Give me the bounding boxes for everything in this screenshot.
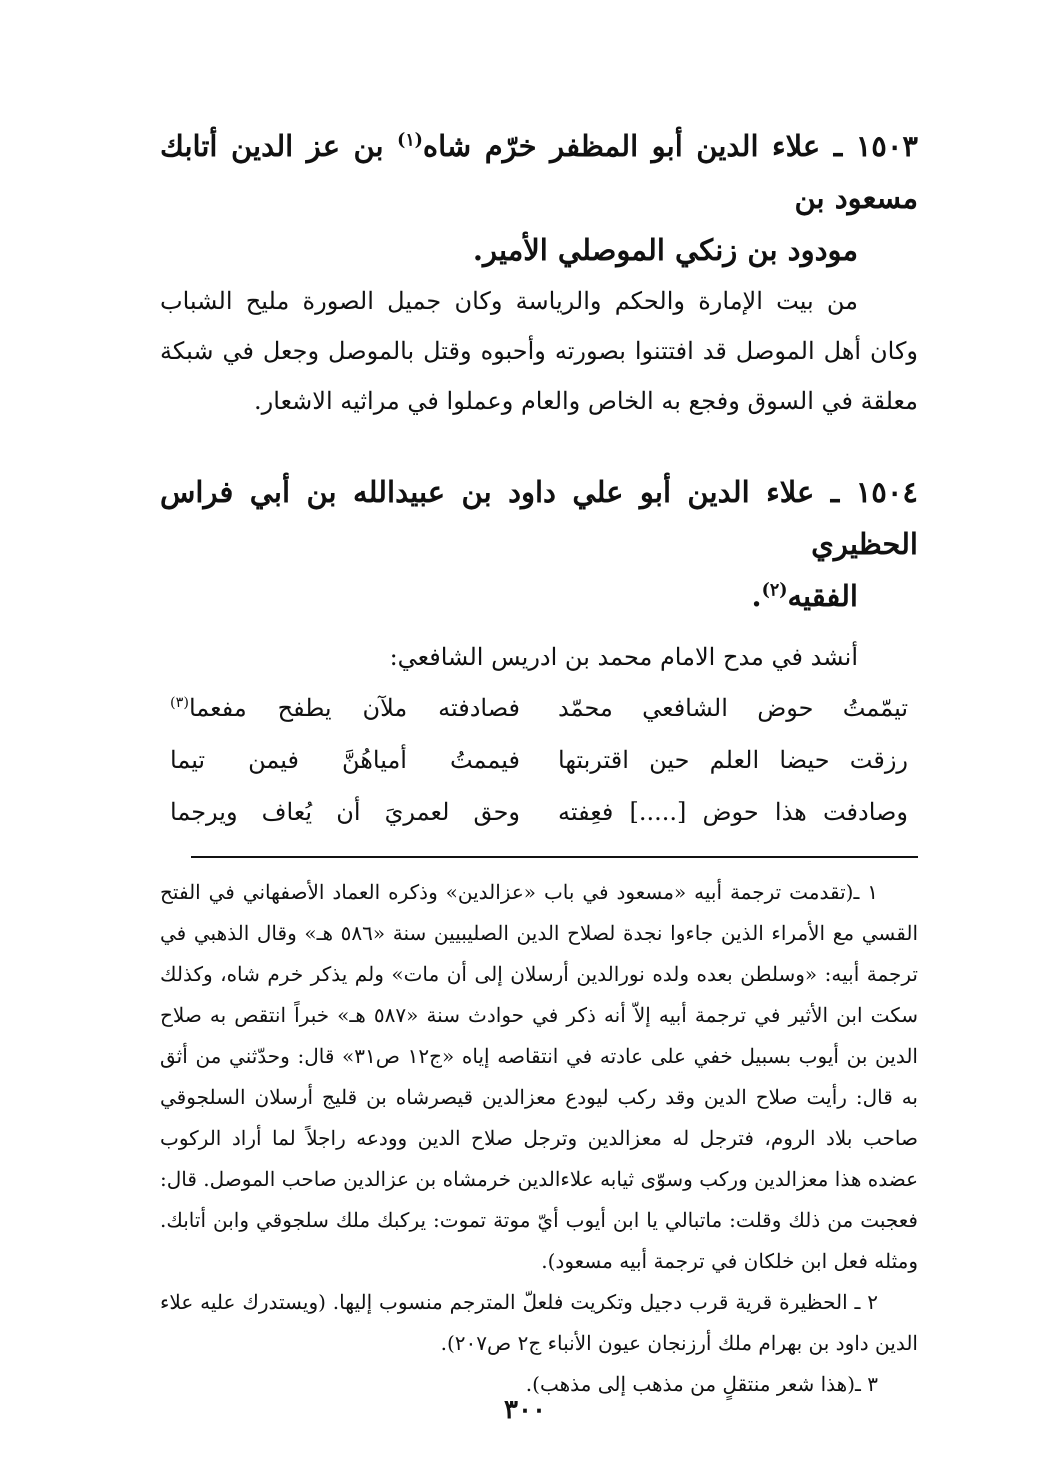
verse-hemistich-right: وصادفت هذا حوض [.....] فعِفته	[558, 798, 908, 826]
entry-heading-1504	[160, 466, 918, 622]
verse-line	[160, 682, 918, 734]
footnote-3: ٣ ـ(هذا شعر منتقلٍ من مذهب إلى مذهب).	[525, 1372, 878, 1396]
heading-1504-end: .	[751, 579, 762, 613]
verse-hemistich-left: وحق لعمريَ أن يُعاف ويرجما	[170, 798, 520, 826]
footnote-ref-1[interactable]: (١)	[397, 130, 423, 151]
verse-line	[160, 786, 918, 838]
heading-1503-line1-rest: بن عز الدين أتابك مسعود بن	[160, 129, 918, 215]
heading-1503-line2: مودود بن زنكي الموصلي الأمير.	[472, 233, 858, 267]
verse-hemistich-right: رزقت حيضا العلم حين اقتربتها	[558, 746, 908, 774]
heading-1504-line2: الفقيه	[787, 579, 858, 613]
page-number: ٣٠٠	[504, 1395, 546, 1425]
verse-hemistich-left: فيممتُ أمياهُنَّ فيمن تيما	[170, 746, 520, 774]
footnote-divider	[191, 856, 918, 858]
page-body	[160, 120, 918, 1405]
verse-hemistich-left: فصادفته ملآن يطفح مفعما$^{(٣)}$	[170, 694, 520, 722]
footnote-ref-3[interactable]: (٣)	[170, 695, 189, 711]
entry-1504	[160, 466, 918, 838]
poem-intro: أنشد في مدح الامام محمد بن ادريس الشافعي:	[389, 643, 858, 671]
verse-line	[160, 734, 918, 786]
entry-1503	[160, 120, 918, 426]
heading-1504-line1: ١٥٠٤ ـ علاء الدين أبو علي داود بن عبيدالله بن أبي فراس الحظيري	[160, 475, 918, 561]
entry-text-1503	[160, 276, 918, 426]
heading-1503-line1: ١٥٠٣ ـ علاء الدين أبو المظفر خرّم شاه	[422, 129, 918, 163]
verse-hemistich-right: تيمّمتُ حوض الشافعي محمّد	[558, 694, 908, 722]
footnote-ref-2[interactable]: (٢)	[761, 580, 788, 601]
footnotes	[160, 872, 918, 1405]
footnote-2: ٢ ـ الحظيرة قرية قرب دجيل وتكريت فلعلّ المترجم منسوب إليها. (ويستدرك عليه علاء الدين داود بن بهرام ملك أرزنجان عيون الأنباء ج٢ ص٢٠٧).	[160, 1290, 918, 1355]
entry-1503-text-rest: وكان أهل الموصل قد افتتنوا بصورته وأحبوه وقتل بالموصل وجعل في شبكة معلقة في السوق وفجع به الخاص والعام وعملوا في مراثيه الاشعار.	[160, 337, 918, 415]
footnote-1: ١ ـ(تقدمت ترجمة أبيه «مسعود في باب «عزالدين» وذكره العماد الأصفهاني في الفتح القسي مع الأمراء الذين جاءوا نجدة لصلاح الدين الصليبيين سنة «٥٨٦ هـ» وقال الذهبي في ترجمة أبيه: «وسلطن بعده ولده نورالدين أرسلان إلى أن مات» ولم يذكر خرم شاه، وكذلك سكت ابن الأثير في ترجمة أبيه إلاّ أنه ذكر في حوادث سنة «٥٨٧ هـ» خبراً انتقص به صلاح الدين بن أيوب بسبيل خفي على عادته في انتقاصه إياه «ج١٢ ص٣١» قال: وحدّثني من أثق به قال: رأيت صلاح الدين وقد ركب ليودع معزالدين قيصرشاه بن قليج أرسلان السلجوقي صاحب بلاد الروم، فترجل له معزالدين وترجل صلاح الدين وودعه راجلاً لما أراد الركوب عضده هذا معزالدين وركب وسوّى ثيابه علاءالدين خرمشاه بن عزالدين صاحب الموصل. قال: فعجبت من ذلك وقلت: ماتبالي يا ابن أيوب أيّ موتة تموت: يركبك ملك سلجوقي وابن أتابك. ومثله فعل ابن خلكان في ترجمة أبيه مسعود).	[160, 880, 919, 1273]
entry-1503-text-first: من بيت الإمارة والحكم والرياسة وكان جميل الصورة مليح الشباب	[160, 287, 858, 315]
entry-heading-1503	[160, 120, 918, 276]
